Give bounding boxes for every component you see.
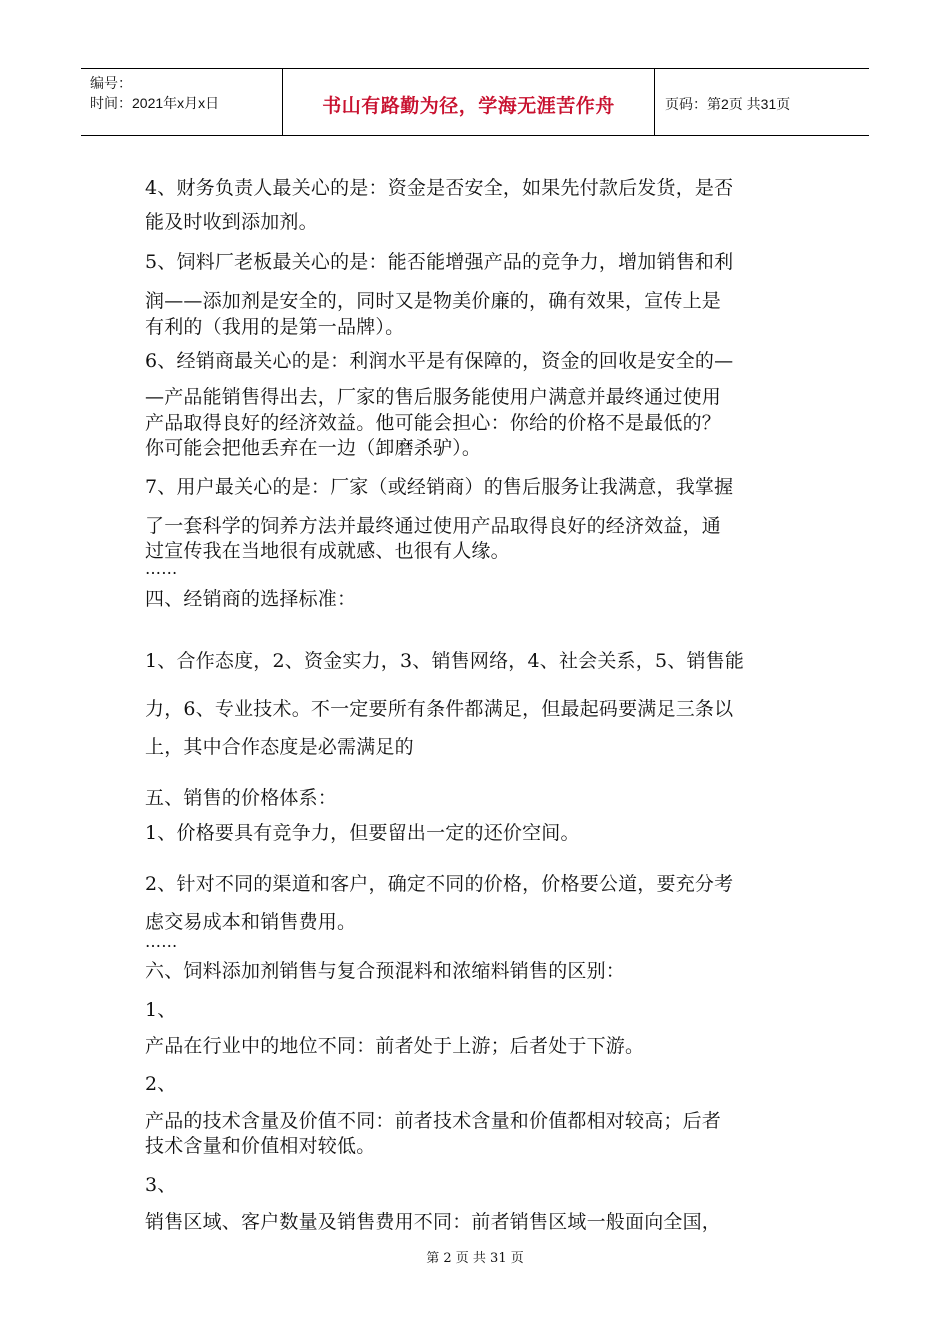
header-page-number: 页码：第2页 共31页 bbox=[665, 96, 791, 112]
serial-number-label: 编号： bbox=[90, 75, 132, 91]
body-line: 4、财务负责人最关心的是：资金是否安全，如果先付款后发货，是否 bbox=[145, 177, 734, 199]
body-line: 虑交易成本和销售费用。 bbox=[145, 911, 357, 933]
body-line: 1、价格要具有竞争力，但要留出一定的还价空间。 bbox=[145, 822, 580, 844]
ellipsis: …… bbox=[145, 932, 178, 951]
body-line: 过宣传我在当地很有成就感、也很有人缘。 bbox=[145, 540, 510, 562]
header-page-cell bbox=[655, 69, 869, 135]
date-label: 时间：2021年x月x日 bbox=[90, 95, 220, 111]
body-line: 产品的技术含量及价值不同：前者技术含量和价值都相对较高；后者 bbox=[145, 1110, 722, 1132]
body-line: 上，其中合作态度是必需满足的 bbox=[145, 736, 414, 758]
body-line: 1、合作态度，2、资金实力，3、销售网络，4、社会关系，5、销售能 bbox=[145, 650, 745, 672]
header-meta-cell bbox=[81, 69, 283, 135]
body-line: 产品取得良好的经济效益。他可能会担心：你给的价格不是最低的？ bbox=[145, 412, 722, 434]
header-motto-cell bbox=[283, 69, 655, 135]
list-number: 2、 bbox=[145, 1073, 177, 1095]
document-header bbox=[81, 68, 869, 136]
body-line: 力，6、专业技术。不一定要所有条件都满足，但最起码要满足三条以 bbox=[145, 698, 734, 720]
section-heading: 六、饲料添加剂销售与复合预混料和浓缩料销售的区别： bbox=[145, 960, 626, 982]
body-line: 你可能会把他丢弃在一边（卸磨杀驴）。 bbox=[145, 437, 482, 459]
list-number: 3、 bbox=[145, 1174, 177, 1196]
body-line: 5、饲料厂老板最关心的是：能否能增强产品的竞争力，增加销售和利 bbox=[145, 251, 734, 273]
ellipsis: …… bbox=[145, 559, 178, 578]
body-line: 产品在行业中的地位不同：前者处于上游；后者处于下游。 bbox=[145, 1035, 645, 1057]
section-heading: 四、经销商的选择标准： bbox=[145, 588, 357, 610]
body-line: —产品能销售得出去，厂家的售后服务能使用户满意并最终通过使用 bbox=[145, 386, 722, 408]
body-line: 了一套科学的饲养方法并最终通过使用产品取得良好的经济效益，通 bbox=[145, 515, 722, 537]
body-line: 2、针对不同的渠道和客户，确定不同的价格，价格要公道，要充分考 bbox=[145, 873, 734, 895]
motto-text: 书山有路勤为径，学海无涯苦作舟 bbox=[322, 95, 615, 117]
body-line: 销售区域、客户数量及销售费用不同：前者销售区域一般面向全国， bbox=[145, 1211, 722, 1233]
body-line: 润——添加剂是安全的，同时又是物美价廉的，确有效果，宣传上是 bbox=[145, 290, 722, 312]
section-heading: 五、销售的价格体系： bbox=[145, 787, 338, 809]
body-line: 有利的（我用的是第一品牌）。 bbox=[145, 316, 405, 338]
body-line: 技术含量和价值相对较低。 bbox=[145, 1135, 376, 1157]
body-line: 7、用户最关心的是：厂家（或经销商）的售后服务让我满意，我掌握 bbox=[145, 476, 734, 498]
body-line: 能及时收到添加剂。 bbox=[145, 211, 318, 233]
body-line: 6、经销商最关心的是：利润水平是有保障的，资金的回收是安全的— bbox=[145, 350, 734, 372]
list-number: 1、 bbox=[145, 999, 177, 1021]
page-footer: 第 2 页 共 31 页 bbox=[426, 1251, 524, 1266]
